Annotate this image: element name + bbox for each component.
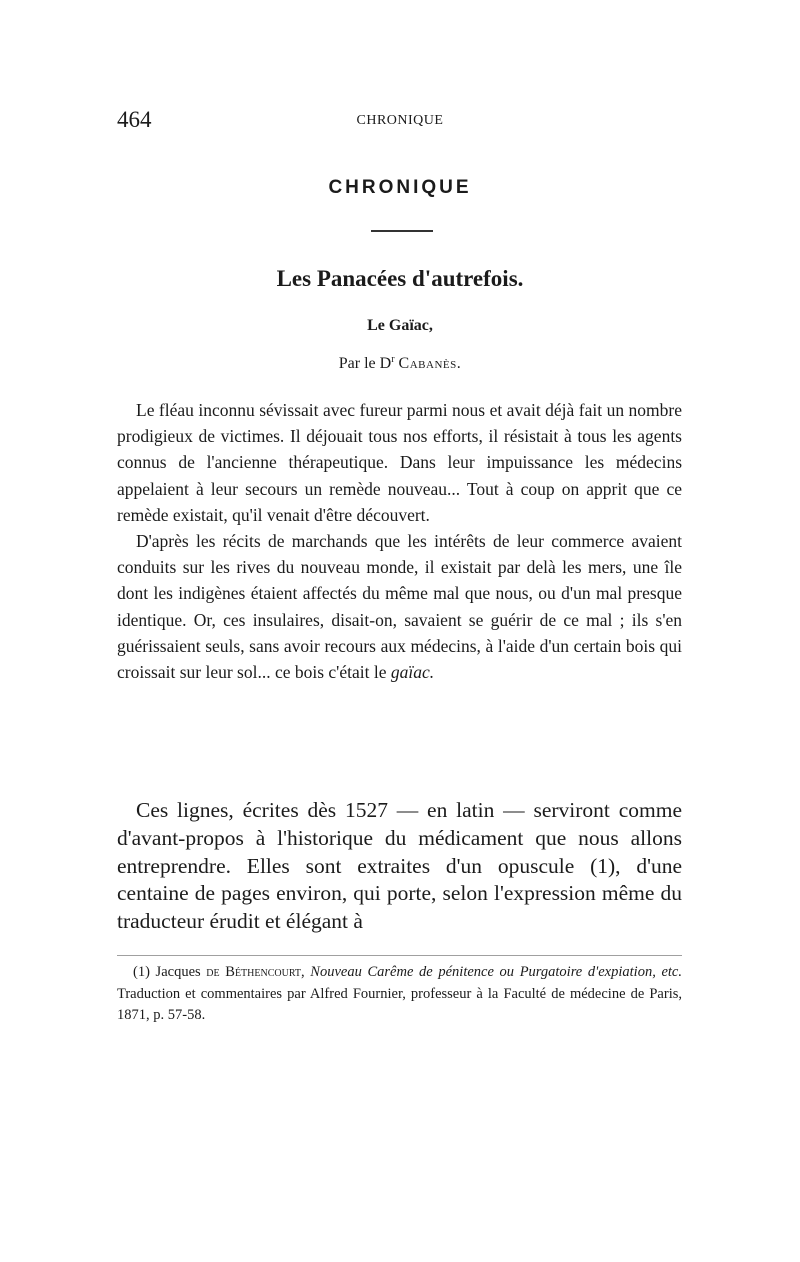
quoted-passage <box>117 397 682 685</box>
footnote <box>117 962 682 1027</box>
title-rule <box>371 230 433 232</box>
page-number: 464 <box>117 107 152 132</box>
running-head: CHRONIQUE <box>356 113 444 128</box>
article-title: Les Panacées d'autrefois. <box>276 266 524 291</box>
footnote-title: Nouveau Carême de pénitence ou Purgatoire d'expiation, etc. <box>304 964 682 980</box>
quote-paragraph-2-text: D'après les récits de marchands que les intérêts de leur commerce avaient conduits sur les rives du nouveau monde, il existait par delà les mers, une île dont les indigènes étaient affectés du même mal que nous, ou d'un mal presque identique. Or, ces insulaires, disait-on, savaient se guérir de ce mal ; ils s'en guérissaient seuls, sans avoir recours aux médecins, à l'aide d'un certain bois qui croissait sur leur sol... ce bois c'était le <box>117 531 682 683</box>
footnote-rule <box>117 955 682 956</box>
byline <box>0 354 800 373</box>
byline-prefix: Par le D <box>338 355 392 372</box>
footnote-rest: Traduction et commentaires par Alfred Fournier, professeur à la Faculté de médecine de Paris, 1871, p. 57-58. <box>117 985 682 1023</box>
body-paragraph: Ces lignes, écrites dès 1527 — en latin — serviront comme d'avant-propos à l'historique du médicament que nous allons entreprendre. Elles sont extraites d'un opuscule (1), d'une centaine de pages environ, qui porte, selon l'expression même du traducteur érudit et élégant à <box>117 798 682 934</box>
footnote-author: de Béthencourt, <box>206 964 305 980</box>
byline-superscript: r <box>391 354 395 365</box>
byline-author: Cabanès. <box>398 355 462 372</box>
section-title: CHRONIQUE <box>328 177 472 198</box>
quote-paragraph-2-italic: gaïac. <box>390 662 435 683</box>
quote-paragraph-2 <box>117 528 682 685</box>
quote-paragraph-1: Le fléau inconnu sévissait avec fureur parmi nous et avait déjà fait un nombre prodigieux de victimes. Il déjouait tous nos efforts, il résistait à tous les agents connus de l'ancienne thérapeutique. Dans leur impuissance les médecins appelaient à leur secours un remède nouveau... Tout à coup on apprit que ce remède existait, qu'il venait d'être découvert. <box>117 400 682 525</box>
article-subtitle: Le Gaïac, <box>367 317 433 334</box>
footnote-marker: (1) Jacques <box>133 964 207 980</box>
